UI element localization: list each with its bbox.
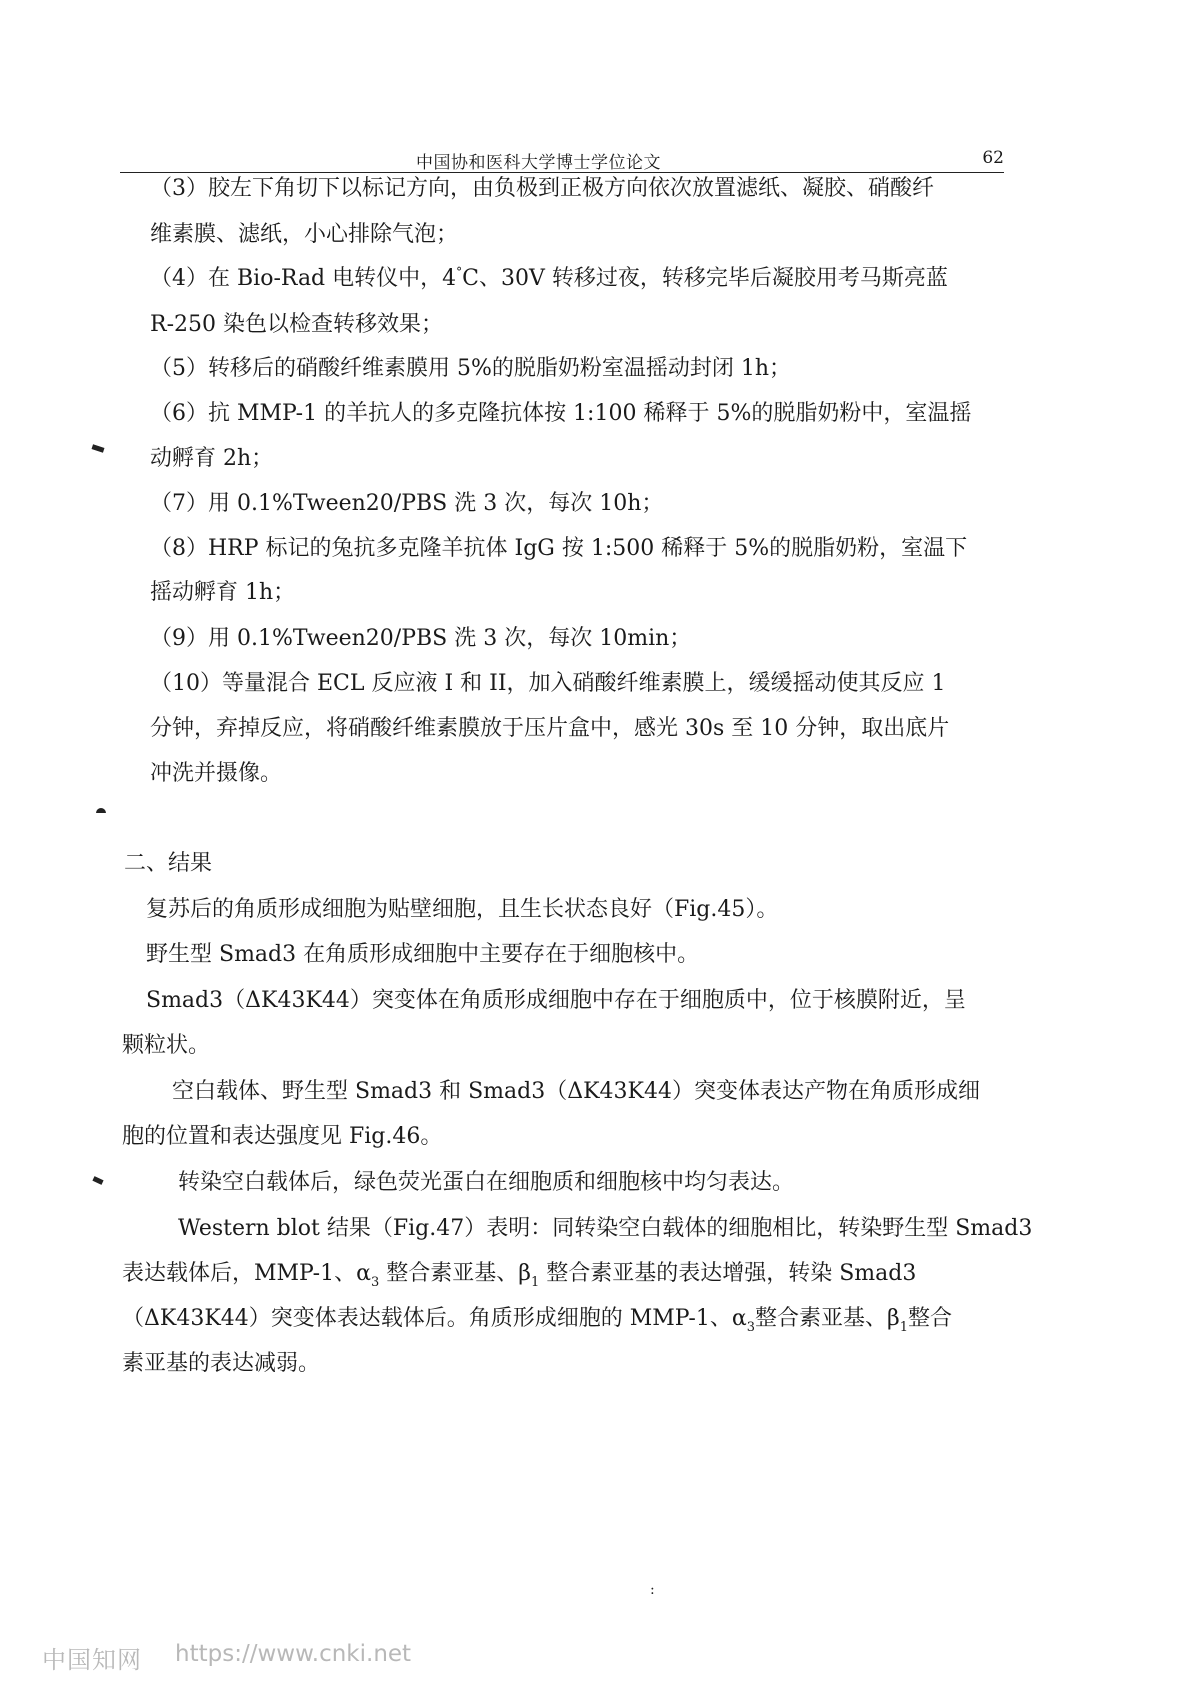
header-title: 中国协和医科大学博士学位论文	[416, 153, 661, 173]
results-heading: 二、结果	[124, 851, 213, 876]
step-8-line-2: 摇动孵育 1h；	[150, 580, 296, 605]
footer-mark: :	[650, 1582, 655, 1598]
results-paragraph-6-line-2: 表达载体后，MMP-1、$\alpha_3$ 整合素亚基、$\beta_1$ 整合素亚基的表达增强，转染 Smad3	[122, 1261, 917, 1290]
results-paragraph-6-line-3: （ΔK43K44）突变体表达载体后。角质形成细胞的 MMP-1、$\alpha_3$整合素亚基、$\beta_1$整合	[122, 1306, 952, 1335]
results-paragraph-2: 野生型 Smad3 在角质形成细胞中主要存在于细胞核中。	[146, 942, 700, 967]
step-7-line-1: （7）用 0.1%Tween20/PBS 洗 3 次，每次 10h；	[150, 491, 664, 516]
cnki-watermark-url: https://www.cnki.net	[175, 1641, 412, 1667]
step-6-line-1: （6）抗 MMP-1 的羊抗人的多克隆抗体按 1:100 稀释于 5%的脱脂奶粉中，室温摇	[150, 401, 972, 426]
step-5-line-1: （5）转移后的硝酸纤维素膜用 5%的脱脂奶粉室温摇动封闭 1h；	[150, 356, 792, 381]
step-4-line-1: （4）在 Bio-Rad 电转仪中，4°C、30V 转移过夜，转移完毕后凝胶用考马斯亮蓝	[150, 265, 948, 291]
page-number: 62	[982, 148, 1004, 168]
step-6-line-2: 动孵育 2h；	[150, 446, 274, 471]
scan-mark	[92, 1176, 103, 1185]
scan-mark	[92, 444, 105, 452]
results-paragraph-5: 转染空白载体后，绿色荧光蛋白在细胞质和细胞核中均匀表达。	[178, 1170, 795, 1195]
running-header	[120, 146, 1004, 173]
step-9-line-1: （9）用 0.1%Tween20/PBS 洗 3 次，每次 10min；	[150, 626, 692, 651]
step-8-line-1: （8）HRP 标记的兔抗多克隆羊抗体 IgG 按 1:500 稀释于 5%的脱脂奶粉，室温下	[150, 536, 968, 561]
step-10-line-1: （10）等量混合 ECL 反应液 I 和 II，加入硝酸纤维素膜上，缓缓摇动使其反应 1	[150, 671, 946, 696]
results-paragraph-4-line-2: 胞的位置和表达强度见 Fig.46。	[122, 1124, 443, 1149]
results-paragraph-6-line-4: 素亚基的表达减弱。	[122, 1351, 321, 1376]
results-paragraph-4-line-1: 空白载体、野生型 Smad3 和 Smad3（ΔK43K44）突变体表达产物在角质形成细	[172, 1079, 980, 1104]
step-3-line-1: （3）胶左下角切下以标记方向，由负极到正极方向依次放置滤纸、凝胶、硝酸纤	[150, 176, 934, 201]
step-4-line-2: R-250 染色以检查转移效果；	[150, 312, 443, 337]
results-paragraph-3-line-2: 颗粒状。	[122, 1033, 211, 1058]
cnki-watermark: 中国知网	[42, 1646, 142, 1674]
scan-mark	[96, 808, 106, 813]
step-10-line-2: 分钟，弃掉反应，将硝酸纤维素膜放于压片盒中，感光 30s 至 10 分钟，取出底片	[150, 716, 950, 741]
results-paragraph-6-line-1: Western blot 结果（Fig.47）表明：同转染空白载体的细胞相比，转染野生型 Smad3	[178, 1216, 1033, 1241]
step-3-line-2: 维素膜、滤纸，小心排除气泡；	[150, 222, 459, 247]
results-paragraph-3-line-1: Smad3（ΔK43K44）突变体在角质形成细胞中存在于细胞质中，位于核膜附近，呈	[146, 988, 966, 1013]
results-paragraph-1: 复苏后的角质形成细胞为贴壁细胞，且生长状态良好（Fig.45）。	[146, 897, 779, 922]
step-10-line-3: 冲洗并摄像。	[150, 761, 283, 786]
